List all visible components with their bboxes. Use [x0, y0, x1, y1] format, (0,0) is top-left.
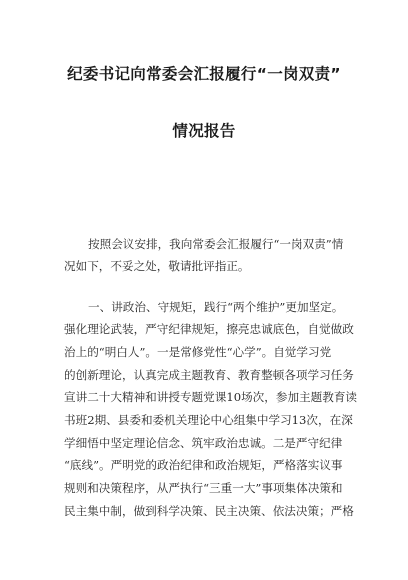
section-heading-line: 一、讲政治、守规矩，践行“两个维护”更加坚定。	[88, 300, 344, 314]
body-line: 学细悟中坚定理论信念、筑牢政治忠诚。二是严守纪律	[64, 436, 343, 450]
body-line: “底线”。严明党的政治纪律和政治规矩，严格落实议事	[64, 458, 343, 472]
body-line: 宣讲二十大精神和讲授专题党课10场次，参加主题教育读	[64, 390, 358, 404]
body-line: 规则和决策程序，从严执行“三重一大”事项集体决策和	[64, 481, 343, 495]
body-line: 治上的“明白人”。一是常修党性“心学”。自觉学习党	[64, 345, 332, 359]
body-line: 强化理论武装，严守纪律规矩，擦亮忠诚底色，自觉做政	[64, 322, 354, 336]
body-line: 书班2期、县委和委机关理论中心组集中学习13次，在深	[64, 413, 353, 427]
intro-line: 况如下，不妥之处，敬请批评指正。	[64, 259, 250, 273]
document-title-line-1: 纪委书记向常委会汇报履行“一岗双责”	[67, 65, 341, 83]
intro-line: 按照会议安排，我向常委会汇报履行“一岗双责”情	[88, 237, 344, 251]
document-title-line-2: 情况报告	[172, 122, 236, 140]
body-line: 民主集中制，做到科学决策、民主决策、依法决策；严格	[64, 504, 354, 518]
body-line: 的创新理论，认真完成主题教育、教育整顿各项学习任务	[64, 368, 354, 382]
